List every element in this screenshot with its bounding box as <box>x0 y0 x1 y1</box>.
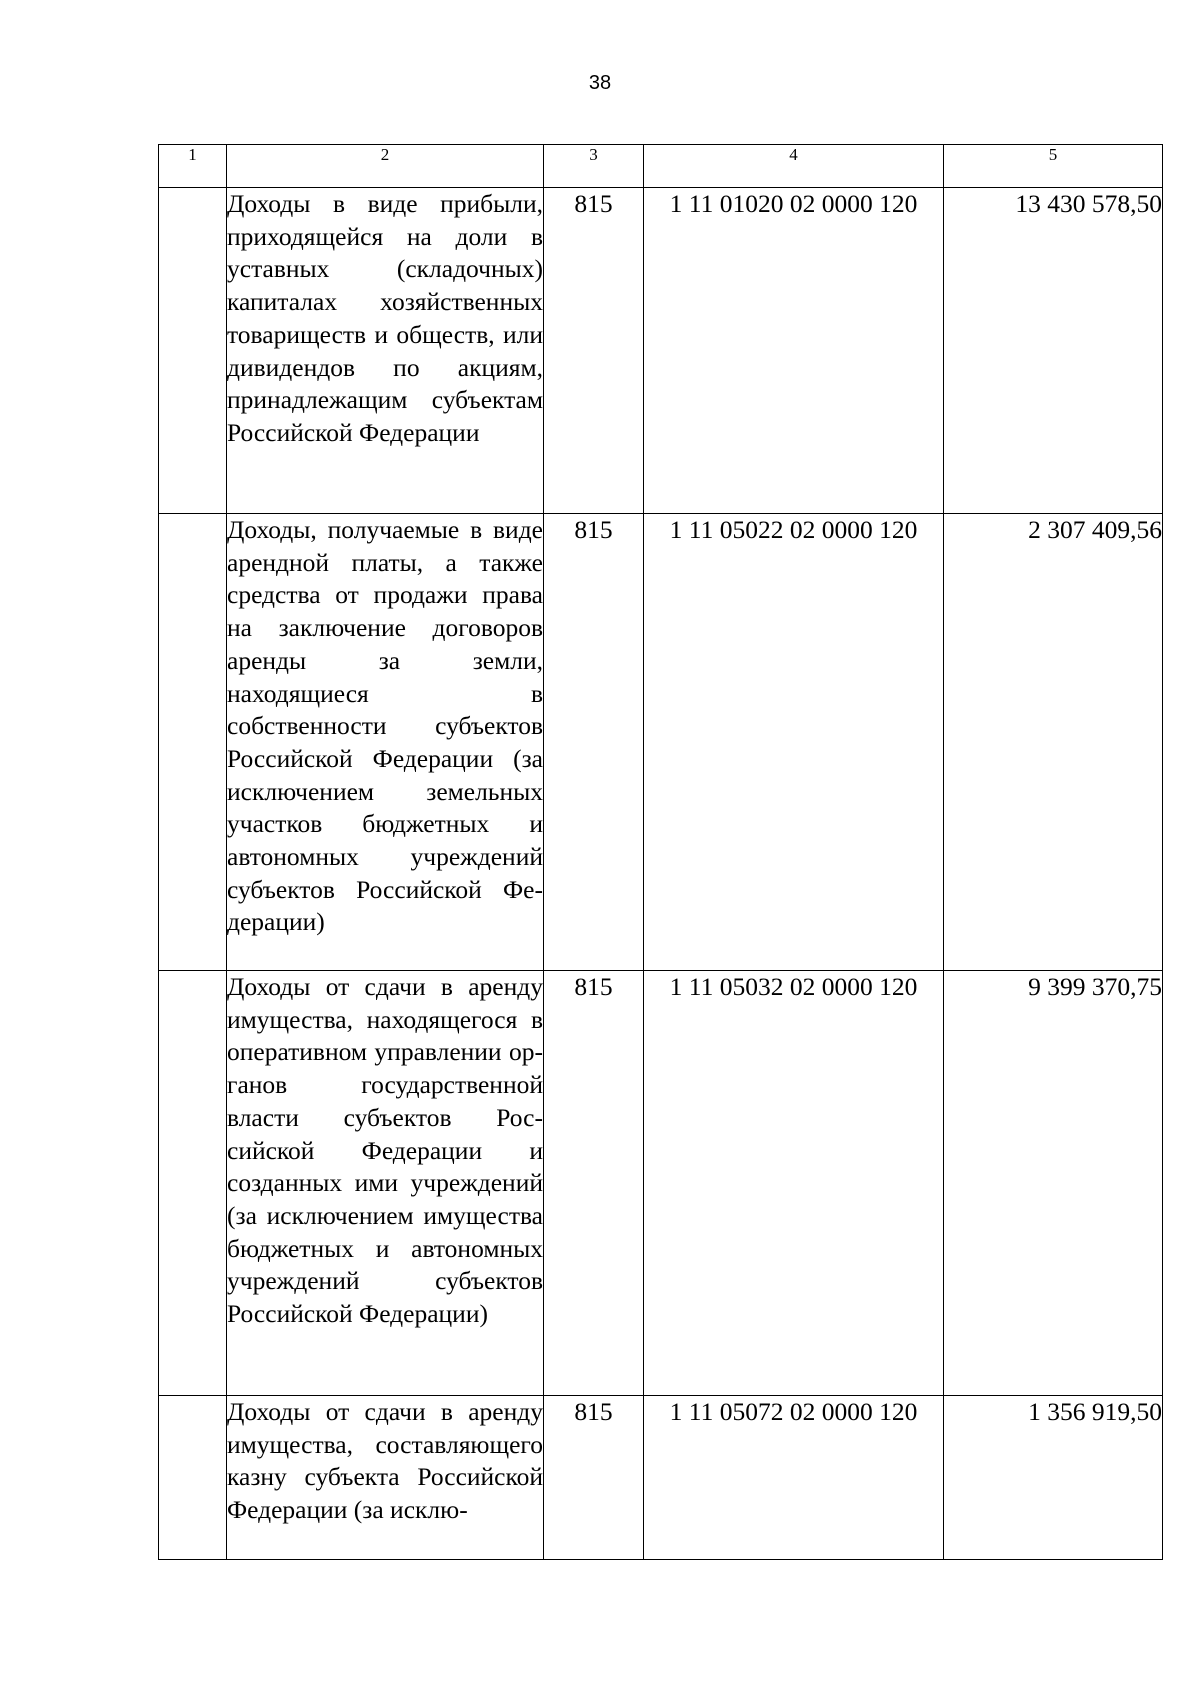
column-number: 4 <box>644 145 944 188</box>
budget-classification-code: 1 11 01020 02 0000 120 <box>644 188 944 514</box>
row-number-cell <box>159 514 227 971</box>
table-row <box>159 971 1163 1396</box>
revenue-description: Доходы от сдачи в аренду имущества, составляющего казну субъекта Российской Федерации (за исклю- <box>227 1396 544 1560</box>
revenue-amount: 9 399 370,75 <box>944 971 1163 1396</box>
column-number: 1 <box>159 145 227 188</box>
table-row <box>159 514 1163 971</box>
administrator-code: 815 <box>544 1396 644 1560</box>
row-number-cell <box>159 1396 227 1560</box>
column-number: 5 <box>944 145 1163 188</box>
administrator-code: 815 <box>544 971 644 1396</box>
row-number-cell <box>159 188 227 514</box>
page-number: 38 <box>588 72 612 94</box>
revenue-amount: 13 430 578,50 <box>944 188 1163 514</box>
budget-classification-code: 1 11 05022 02 0000 120 <box>644 514 944 971</box>
revenue-description: Доходы в виде прибыли, приходящейся на доли в уставных (складочных) капиталах хозяйственных товариществ и обществ, или дивидендов по акциям, принадлежащим субъектам Российской Федерации <box>227 188 544 514</box>
budget-classification-code: 1 11 05032 02 0000 120 <box>644 971 944 1396</box>
revenue-amount: 1 356 919,50 <box>944 1396 1163 1560</box>
budget-classification-code: 1 11 05072 02 0000 120 <box>644 1396 944 1560</box>
revenue-table <box>158 144 1163 1560</box>
table-row <box>159 1396 1163 1560</box>
column-number: 3 <box>544 145 644 188</box>
row-number-cell <box>159 971 227 1396</box>
revenue-description: Доходы, получаемые в виде арендной платы, а также средства от продажи права на заключение договоров аренды за земли, находящиеся в собственности субъектов Российской Федерации (за исключением земельных участков бюджетных и автономных учреждений субъектов Российской Федерации) <box>227 514 544 971</box>
administrator-code: 815 <box>544 188 644 514</box>
revenue-description: Доходы от сдачи в аренду имущества, находящегося в оперативном управлении органов государственной власти субъектов Российской Федерации и созданных ими учреждений (за исключением имущества бюджетных и автономных учреждений субъектов Российской Федерации) <box>227 971 544 1396</box>
administrator-code: 815 <box>544 514 644 971</box>
column-number: 2 <box>227 145 544 188</box>
column-number-row <box>159 145 1163 188</box>
revenue-amount: 2 307 409,56 <box>944 514 1163 971</box>
table-row <box>159 188 1163 514</box>
